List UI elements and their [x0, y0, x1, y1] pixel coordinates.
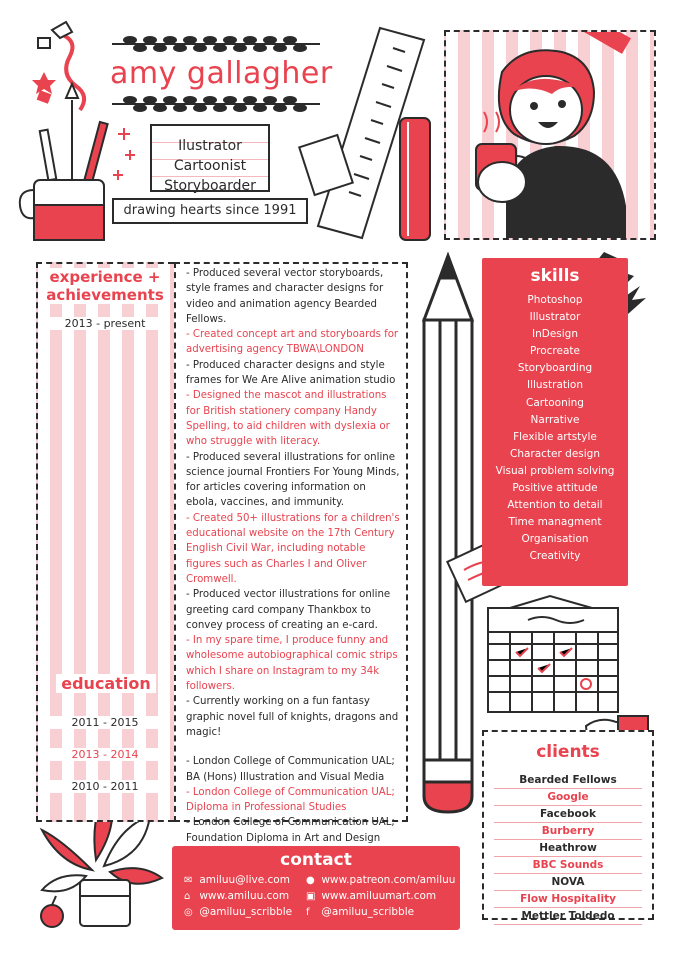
cart-icon: ▣: [306, 891, 316, 902]
education-heading: education: [56, 674, 156, 693]
education-item: - London College of Communication UAL; BA (Hons) Illustration and Visual Media: [186, 756, 395, 783]
client-item: Google: [494, 789, 642, 806]
contact-facebook-text: @amiluu_scribble: [321, 906, 415, 918]
avatar: [446, 32, 656, 240]
experience-item: - Created concept art and storyboards for advertising agency TBWA\LONDON: [186, 329, 399, 356]
client-item: Facebook: [494, 806, 642, 823]
mail-icon: ✉: [184, 875, 193, 886]
education-item: - London College of Communication UAL; Foundation Diploma in Art and Design: [186, 817, 395, 844]
contact-email-text: amiluu@live.com: [199, 874, 290, 886]
client-item: Heathrow: [494, 840, 642, 857]
experience-list: [186, 266, 400, 846]
experience-item: - Produced several illustrations for online science journal Frontiers For Young Minds, for articles covering information on ebola, vaccines, and immunity.: [186, 451, 400, 509]
experience-item: - Currently working on a fun fantasy graphic novel full of knights, dragons and magic!: [186, 696, 399, 738]
skill-item: Visual problem solving: [495, 464, 615, 477]
book-icon: [400, 118, 430, 240]
star-icon: [32, 72, 56, 104]
role-label: Storyboarder: [164, 178, 256, 194]
skill-item: InDesign: [531, 328, 578, 341]
experience-years: 2013 - present: [50, 317, 160, 330]
skill-item: Positive attitude: [512, 482, 598, 495]
contact-panel: [172, 846, 460, 930]
contact-patreon-text: www.patreon.com/amiluu: [321, 874, 456, 886]
home-icon: ⌂: [184, 891, 191, 902]
contact-shop[interactable]: [306, 890, 436, 903]
client-item: Flow Hospitality: [494, 891, 642, 908]
contact-instagram-text: @amiluu_scribble: [199, 906, 293, 918]
contact-shop-text: www.amiluumart.com: [321, 890, 437, 902]
education-years: 2011 - 2015: [50, 716, 160, 729]
skills-list: [482, 292, 628, 566]
experience-item: - Produced character designs and style frames for We Are Alive animation studio: [186, 359, 396, 387]
contact-website-text: www.amiluu.com: [199, 890, 290, 902]
tagline-banner: drawing hearts since 1991: [112, 198, 308, 224]
sparkle-icon: [113, 128, 135, 180]
education-item: - London College of Communication UAL; Diploma in Professional Studies: [186, 786, 395, 814]
contact-email[interactable]: [184, 874, 290, 887]
big-pencil-icon: [424, 256, 472, 812]
patreon-icon: ●: [306, 875, 315, 886]
contact-heading: contact: [280, 850, 352, 870]
roles-card: [150, 124, 270, 192]
skill-item: Photoshop: [527, 294, 583, 306]
client-item: Bearded Fellows: [494, 772, 642, 789]
experience-item: - In my spare time, I produce funny and wholesome autobiographical comic strips which I share on Instagram to my 34k followers.: [186, 635, 398, 693]
calendar-icon: [488, 596, 618, 712]
experience-sidebar: [36, 262, 174, 822]
skill-item: Organisation: [521, 533, 589, 546]
skill-item: Character design: [509, 447, 600, 460]
client-item: Mettler Toldedo: [494, 908, 642, 925]
skill-item: Creativity: [529, 550, 581, 563]
skill-item: Flexible artstyle: [513, 430, 597, 443]
education-years: 2010 - 2011: [50, 780, 160, 793]
laurel-divider-top: [112, 37, 320, 51]
portrait-panel: [444, 30, 656, 240]
skill-item: Illustration: [526, 379, 584, 392]
skill-item: Time managment: [508, 516, 602, 529]
clients-panel: [482, 730, 654, 920]
experience-item: - Produced several vector storyboards, style frames and character designs for video and animation agency Bearded Fellows.: [186, 268, 384, 325]
client-item: BBC Sounds: [494, 857, 642, 874]
education-years: 2013 - 2014: [50, 748, 160, 761]
instagram-icon: ◎: [184, 907, 193, 918]
contact-website[interactable]: [184, 890, 289, 903]
name-heading: amy gallagher: [110, 56, 333, 91]
laurel-divider-bottom: [112, 97, 320, 111]
experience-heading-line: achievements: [46, 286, 164, 304]
clients-list: [484, 772, 652, 925]
skills-heading: skills: [530, 266, 580, 286]
experience-heading-line: experience +: [49, 268, 161, 286]
skill-item: Illustrator: [529, 311, 581, 324]
pen-pot-icon: [20, 84, 108, 240]
contact-facebook[interactable]: [306, 906, 414, 919]
experience-heading: [46, 268, 164, 304]
experience-item: - Designed the mascot and illustrations for British stationery company Handy Spelling, to aid children with dyslexia or who struggle with literacy.: [186, 390, 390, 448]
skill-item: Procreate: [530, 345, 580, 358]
experience-item: - Created 50+ illustrations for a children's educational website on the 17th Century English Civil War, including notable figures such as Charles I and Oliver Cromwell.: [186, 512, 400, 585]
client-item: NOVA: [494, 874, 642, 891]
skill-item: Attention to detail: [507, 499, 603, 512]
facebook-icon: f: [306, 907, 310, 918]
contact-instagram[interactable]: [184, 906, 292, 919]
role-label: Cartoonist: [173, 158, 247, 174]
skill-item: Cartooning: [526, 396, 584, 409]
experience-item: - Produced vector illustrations for online greeting card company Thankbox to convey process of creating an e-card.: [186, 589, 391, 631]
contact-patreon[interactable]: [306, 874, 455, 887]
client-item: Burberry: [494, 823, 642, 840]
skills-panel: [482, 258, 628, 586]
clients-heading: clients: [536, 742, 600, 762]
spacer: [186, 740, 400, 754]
skill-item: Storyboarding: [517, 362, 593, 375]
role-label: Ilustrator: [178, 138, 242, 154]
skill-item: Narrative: [530, 413, 580, 426]
